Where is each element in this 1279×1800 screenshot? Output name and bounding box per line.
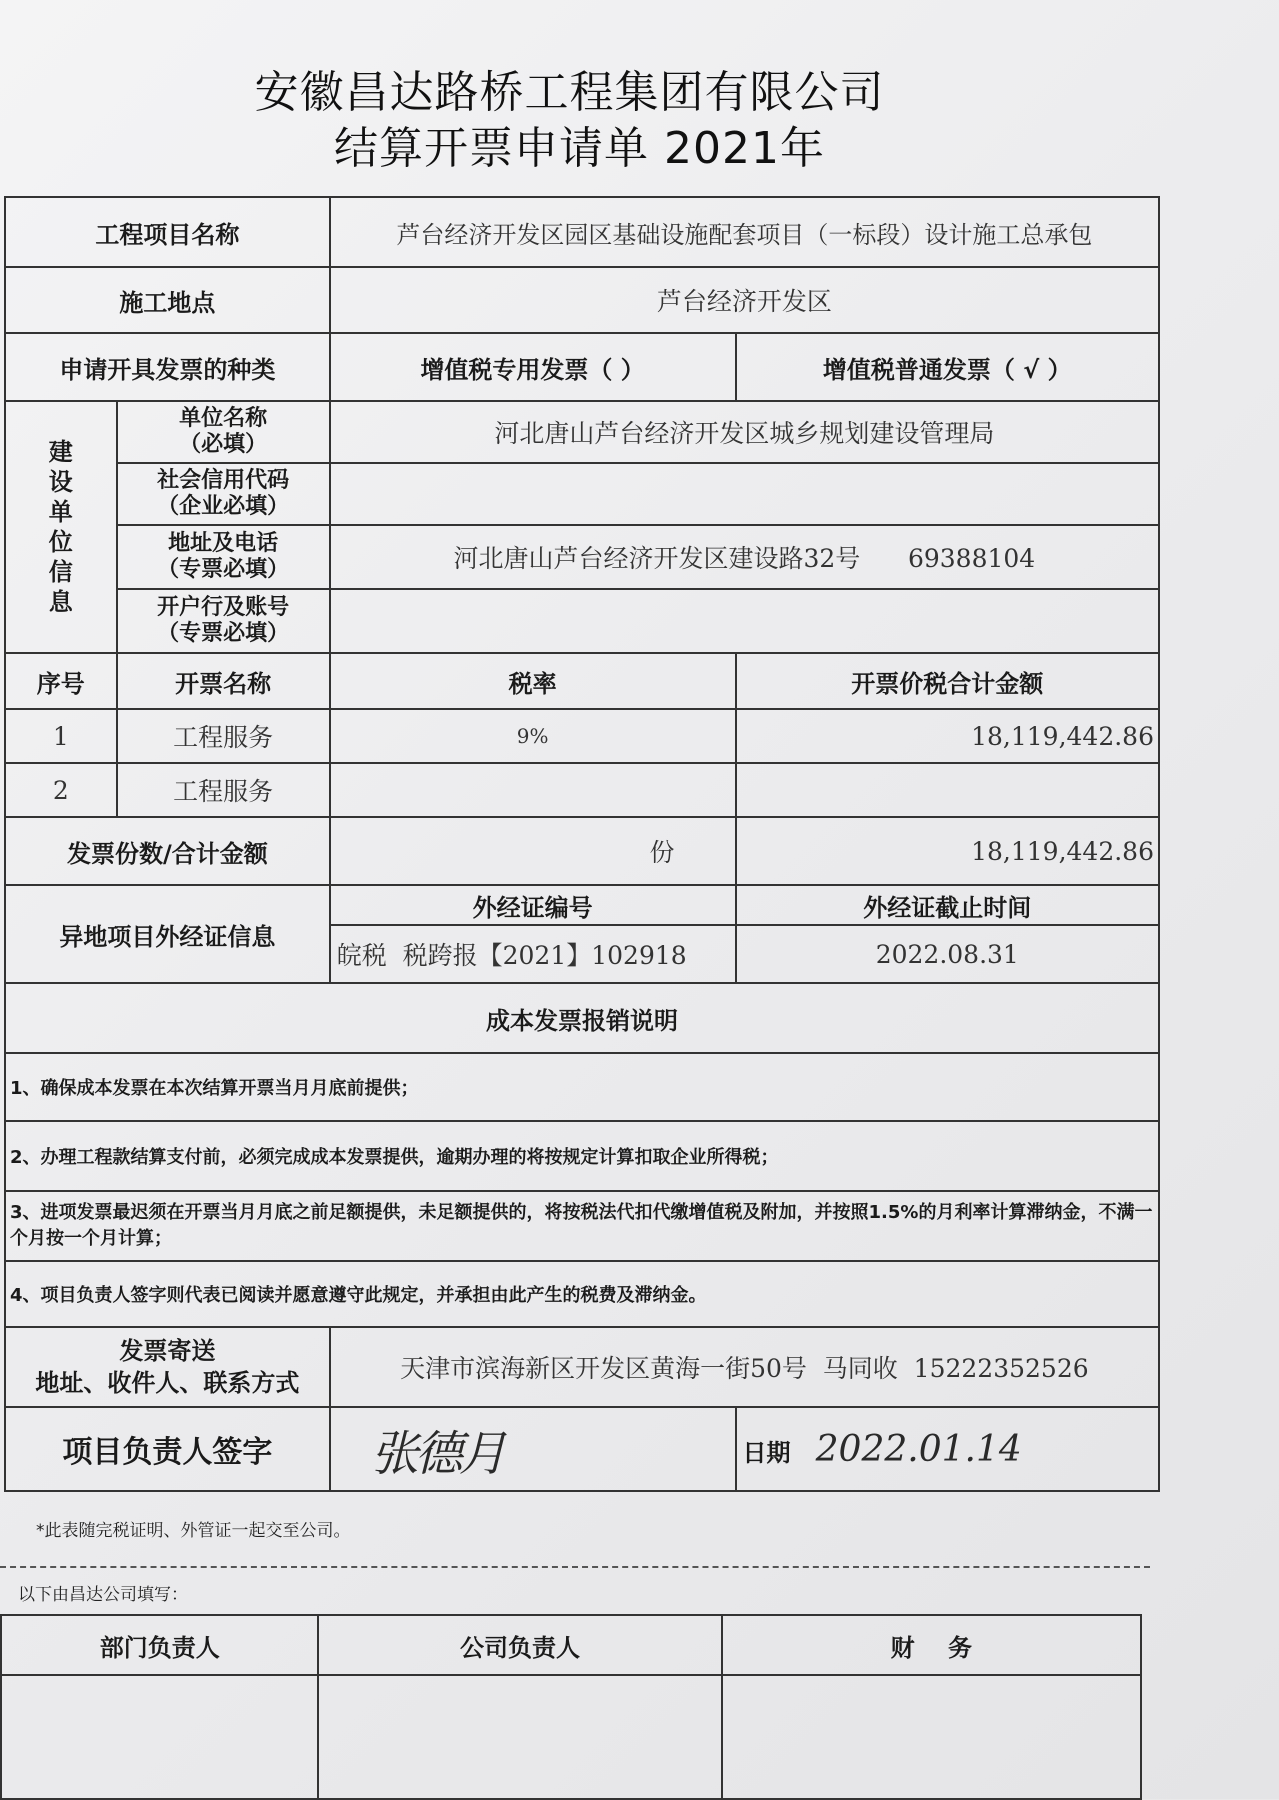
project-name-label: 工程项目名称 <box>5 197 330 267</box>
external-cert-no-header: 外经证编号 <box>330 885 736 925</box>
signature: 张德月 <box>370 1425 503 1482</box>
total-unit: 份 <box>330 817 736 885</box>
credit-code-label: 社会信用代码 （企业必填） <box>117 463 330 525</box>
finance-cell <box>722 1675 1141 1799</box>
item-no: 1 <box>5 709 117 763</box>
note-item: 1、确保成本发票在本次结算开票当月月底前提供； <box>5 1053 1159 1121</box>
item-no: 2 <box>5 763 117 817</box>
company-title: 安徽昌达路桥工程集团有限公司 <box>254 67 885 118</box>
bank-account-value <box>330 589 1159 653</box>
item-name: 工程服务 <box>117 709 330 763</box>
special-invoice-option: 增值税专用发票（ ） <box>330 333 736 401</box>
address-phone-label: 地址及电话 （专票必填） <box>117 525 330 589</box>
builder-unit-value: 河北唐山芦台经济开发区城乡规划建设管理局 <box>330 401 1159 463</box>
item-rate: 9% <box>330 709 736 763</box>
divider-dashed <box>0 1566 1150 1568</box>
footnote: *此表随完税证明、外管证一起交至公司。 <box>36 1521 351 1541</box>
item-amount <box>736 763 1159 817</box>
dept-head-header: 部门负责人 <box>1 1615 318 1675</box>
normal-invoice-option: 增值税普通发票（ √ ） <box>736 333 1159 401</box>
location-label: 施工地点 <box>5 267 330 333</box>
date-value: 2022.01.14 <box>815 1428 1022 1470</box>
company-head-header: 公司负责人 <box>318 1615 721 1675</box>
signature-cell <box>330 1407 736 1491</box>
external-cert-date-value: 2022.08.31 <box>736 925 1159 983</box>
company-head-cell <box>318 1675 721 1799</box>
builder-info-text: 建设单位信息 <box>48 438 73 616</box>
item-name: 工程服务 <box>117 763 330 817</box>
item-rate <box>330 763 736 817</box>
col-header-amount: 开票价税合计金额 <box>736 653 1159 709</box>
bank-account-label: 开户行及账号 （专票必填） <box>117 589 330 653</box>
col-header-rate: 税率 <box>330 653 736 709</box>
col-header-no: 序号 <box>5 653 117 709</box>
external-cert-no-value: 皖税 税跨报【2021】102918 <box>330 925 736 983</box>
credit-code-value <box>330 463 1159 525</box>
dept-head-cell <box>1 1675 318 1799</box>
total-amount: 18,119,442.86 <box>736 817 1159 885</box>
address-phone-value: 河北唐山芦台经济开发区建设路32号 69388104 <box>330 525 1159 589</box>
builder-info-label <box>5 401 117 653</box>
signer-label: 项目负责人签字 <box>5 1407 330 1491</box>
total-label: 发票份数/合计金额 <box>5 817 330 885</box>
form-title: 结算开票申请单 2021年 <box>334 123 825 174</box>
note-item: 4、项目负责人签字则代表已阅读并愿意遵守此规定，并承担由此产生的税费及滞纳金。 <box>5 1261 1159 1327</box>
location-value: 芦台经济开发区 <box>330 267 1159 333</box>
date-cell <box>736 1407 1159 1491</box>
company-section-caption: 以下由昌达公司填写： <box>18 1585 188 1605</box>
external-cert-date-header: 外经证截止时间 <box>736 885 1159 925</box>
item-amount: 18,119,442.86 <box>736 709 1159 763</box>
external-cert-label: 异地项目外经证信息 <box>5 885 330 983</box>
finance-header: 财 务 <box>722 1615 1141 1675</box>
builder-unit-label: 单位名称 （必填） <box>117 401 330 463</box>
notes-title: 成本发票报销说明 <box>5 983 1159 1053</box>
company-approval-table <box>0 1614 1142 1800</box>
mailing-label-line2: 地址、收件人、联系方式 <box>35 1369 300 1397</box>
mailing-label <box>5 1327 330 1407</box>
note-item: 2、办理工程款结算支付前，必须完成成本发票提供，逾期办理的将按规定计算扣取企业所得税； <box>5 1121 1159 1191</box>
col-header-name: 开票名称 <box>117 653 330 709</box>
note-item: 3、进项发票最迟须在开票当月月底之前足额提供，未足额提供的，将按税法代扣代缴增值税及附加，并按照1.5%的月利率计算滞纳金，不满一个月按一个月计算； <box>5 1191 1159 1261</box>
project-name-value: 芦台经济开发区园区基础设施配套项目（一标段）设计施工总承包 <box>330 197 1159 267</box>
date-label: 日期 <box>742 1438 791 1467</box>
mailing-value: 天津市滨海新区开发区黄海一街50号 马同收 15222352526 <box>330 1327 1159 1407</box>
settlement-form-table <box>4 196 1160 1492</box>
mailing-label-line1: 发票寄送 <box>119 1337 216 1365</box>
invoice-type-label: 申请开具发票的种类 <box>5 333 330 401</box>
